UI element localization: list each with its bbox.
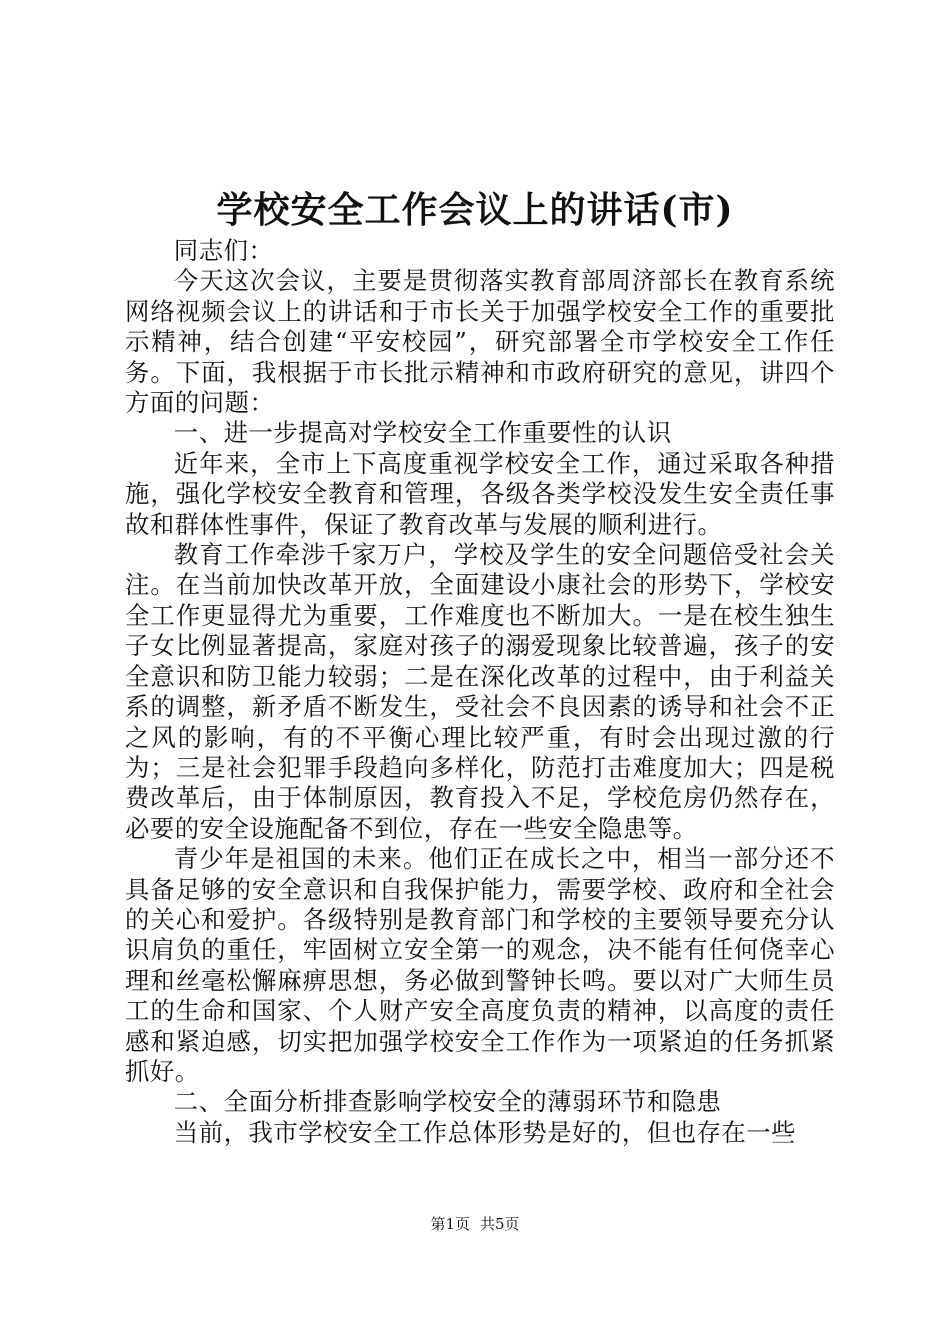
section-heading: 二、全面分析排查影响学校安全的薄弱环节和隐患 [173, 1087, 722, 1117]
body-paragraph: 今天这次会议，主要是贯彻落实教育部周济部长在教育系统网络视频会议上的讲话和于市长关于加强学校安全工作的重要批示精神，结合创建“平安校园”，研究部署全市学校安全工作任务。下面，我根据于市长批示精神和市政府研究的意见，讲四个方面的问题： [125, 266, 835, 418]
salutation: 同志们： [173, 236, 274, 265]
page-number: 第1页 [430, 1215, 470, 1233]
page-total: 共5页 [480, 1215, 520, 1233]
page-footer [0, 1214, 950, 1234]
body-paragraph: 近年来，全市上下高度重视学校安全工作，通过采取各种措施，强化学校安全教育和管理，各级各类学校没发生安全责任事故和群体性事件，保证了教育改革与发展的顺利进行。 [125, 448, 835, 539]
body-paragraph: 青少年是祖国的未来。他们正在成长之中，相当一部分还不具备足够的安全意识和自我保护能力，需要学校、政府和全社会的关心和爱护。各级特别是教育部门和学校的主要领导要充分认识肩负的重任，牢固树立安全第一的观念，决不能有任何侥幸心理和丝毫松懈麻痹思想，务必做到警钟长鸣。要以对广大师生员工的生命和国家、个人财产安全高度负责的精神，以高度的责任感和紧迫感，切实把加强学校安全工作作为一项紧迫的任务抓紧抓好。 [125, 844, 835, 1086]
section-heading: 一、进一步提高对学校安全工作重要性的认识 [173, 418, 672, 448]
document-body [125, 236, 835, 1148]
body-paragraph: 当前，我市学校安全工作总体形势是好的，但也存在一些 [173, 1117, 797, 1147]
body-paragraph: 教育工作牵涉千家万户，学校及学生的安全问题倍受社会关注。在当前加快改革开放，全面建设小康社会的形势下，学校安全工作更显得尤为重要，工作难度也不断加大。一是在校生独生子女比例显著提高，家庭对孩子的溺爱现象比较普遍，孩子的安全意识和防卫能力较弱；二是在深化改革的过程中，由于利益关系的调整，新矛盾不断发生，受社会不良因素的诱导和社会不正之风的影响，有的不平衡心理比较严重，有时会出现过激的行为；三是社会犯罪手段趋向多样化，防范打击难度加大；四是税费改革后，由于体制原因，教育投入不足，学校危房仍然存在，必要的安全设施配备不到位，存在一些安全隐患等。 [125, 540, 835, 843]
document-title: 学校安全工作会议上的讲话(市) [216, 189, 734, 231]
